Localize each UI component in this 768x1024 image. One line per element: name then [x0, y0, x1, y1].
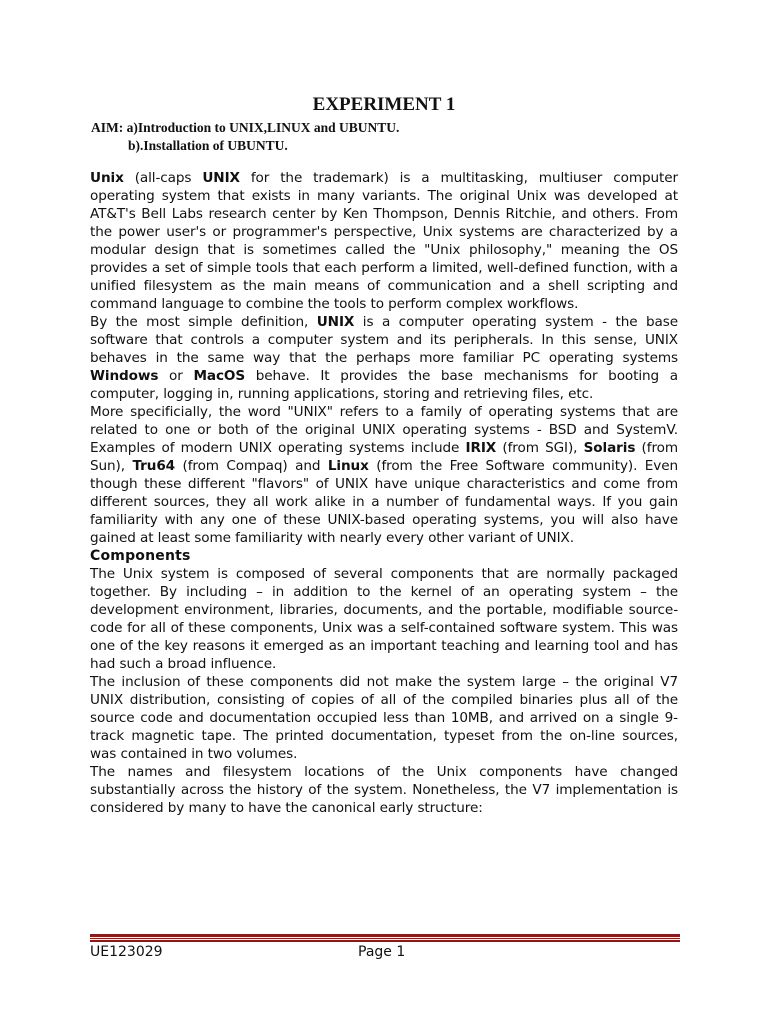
paragraph-unix-intro: Unix (all-caps UNIX for the trademark) is a multitasking, multiuser computer operating system that exists in many variants. The original Unix was developed at AT&T's Bell Labs research center by Ken Thompson, Dennis Ritchie, and others. From the power user's or programmer's perspective, Unix systems are characterized by a modular design that is sometimes called the "Unix philosophy," meaning the OS provides a set of simple tools that each perform a limited, well-defined function, with a unified filesystem as the main means of communication and a shell scripting and command language to combine the tools to perform complex workflows.	[90, 170, 678, 312]
footer-rule-bottom	[90, 940, 680, 942]
paragraph-definition: By the most simple definition, UNIX is a computer operating system - the base software that controls a computer system and its peripherals. In this sense, UNIX behaves in the same way that the perhaps more familiar PC operating systems Windows or MacOS behave. It provides the base mechanisms for booting a computer, logging in, running applications, storing and retrieving files, etc.	[90, 314, 678, 402]
paragraph-names: The names and filesystem locations of the Unix components have changed substantially across the history of the system. Nonetheless, the V7 implementation is considered by many to have the canonical early structure:	[90, 764, 678, 816]
aim-line-b: b).Installation of UBUNTU.	[128, 138, 288, 153]
footer-page-number: Page 1	[358, 944, 406, 960]
bold-term: Solaris	[583, 440, 636, 456]
page-title: EXPERIMENT 1	[312, 94, 456, 115]
bold-term: MacOS	[193, 368, 246, 384]
paragraph-specifics: More specificially, the word "UNIX" refers to a family of operating systems that are related to one or both of the original UNIX operating systems - BSD and SystemV. Examples of modern UNIX operating systems include IRIX (from SGI), Solaris (from Sun), Tru64 (from Compaq) and Linux (from the Free Software community). Even though these different "flavors" of UNIX have unique characteristics and come from different sources, they all work alike in a number of fundamental ways. If you gain familiarity with any one of these UNIX-based operating systems, you will also have gained at least some familiarity with nearly every other variant of UNIX.	[90, 404, 678, 546]
bold-term: UNIX	[202, 170, 240, 186]
bold-term: Windows	[90, 368, 159, 384]
bold-term: IRIX	[465, 440, 497, 456]
bold-term: UNIX	[316, 314, 355, 330]
footer-rule-thick	[90, 934, 680, 937]
body-text	[90, 169, 678, 817]
aim-line-a: AIM: a)Introduction to UNIX,LINUX and UBUNTU.	[91, 120, 400, 135]
bold-term: Unix	[90, 170, 124, 186]
paragraph-components: The Unix system is composed of several components that are normally packaged together. By including – in addition to the kernel of an operating system – the development environment, libraries, documents, and the portable, modifiable source-code for all of these components, Unix was a self-contained software system. This was one of the key reasons it emerged as an important teaching and learning tool and has had such a broad influence.	[90, 566, 678, 672]
bold-term: Tru64	[132, 458, 176, 474]
section-heading-components: Components	[90, 548, 191, 564]
paragraph-inclusion: The inclusion of these components did not make the system large – the original V7 UNIX distribution, consisting of copies of all of the compiled binaries plus all of the source code and documentation occupied less than 10MB, and arrived on a single 9-track magnetic tape. The printed documentation, typeset from the on-line sources, was contained in two volumes.	[90, 674, 678, 762]
bold-term: Linux	[327, 458, 369, 474]
footer-rule-thin	[90, 938, 680, 939]
footer-id: UE123029	[90, 944, 163, 960]
